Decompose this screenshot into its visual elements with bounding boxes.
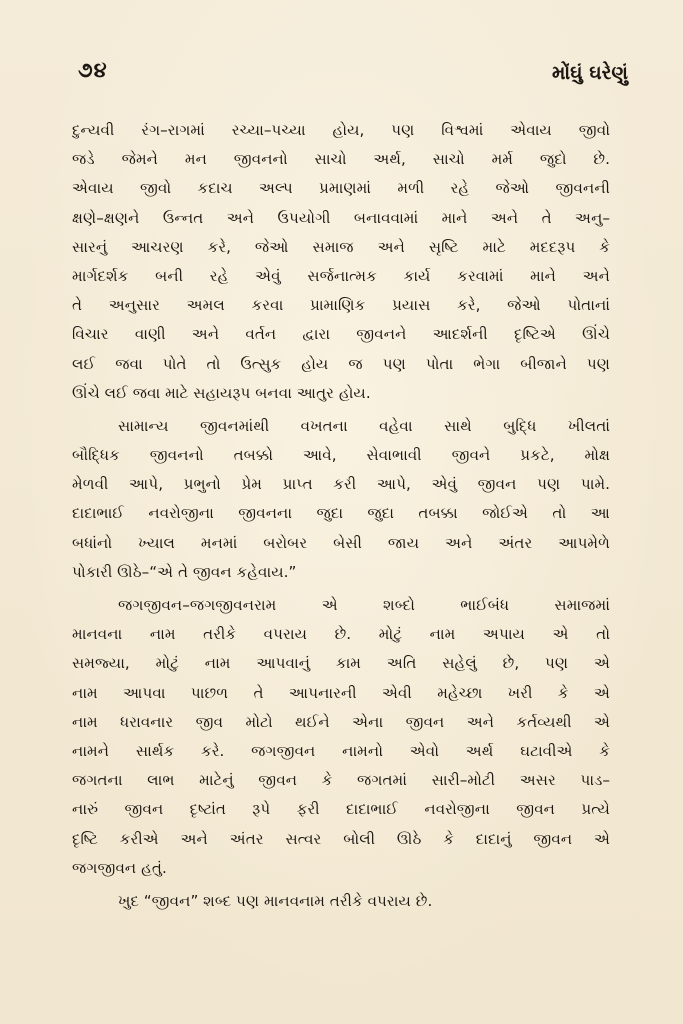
text-line: જગતના લાભ માટેનું જીવન કે જગતમાં સારી–મોટી અસર પાડ– (72, 771, 610, 790)
text-line: દાદાભાઈ નવરોજીના જીવનના જુદા જુદા તબક્કા જોઈએ તો આ (72, 504, 610, 523)
text-line: નામ ધરાવનાર જીવ મોટો થઈને એના જીવન અને કર્તવ્યથી એ (72, 712, 610, 731)
text-line: બધાંનો ખ્યાલ મનમાં બરોબર બેસી જાય અને અંતર આપમેળે (72, 533, 610, 552)
text-line: દૃષ્ટિ કરીએ અને અંતર સત્વર બોલી ઊઠે કે દાદાનું જીવન એ (72, 829, 610, 848)
text-line: તે અનુસાર અમલ કરવા પ્રામાણિક પ્રયાસ કરે, જેઓ પોતાનાં (72, 296, 610, 315)
text-line: ખુદ “જીવન” શબ્દ પણ માનવનામ તરીકે વપરાય છે. (118, 891, 433, 910)
page-number: ૭૪ (78, 58, 108, 82)
text-line: માર્ગદર્શક બની રહે એવું સર્જનાત્મક કાર્ય કરવામાં માને અને (72, 266, 610, 285)
text-line: સમજ્યા, મોટું નામ આપવાનું કામ અતિ સહેલું છે, પણ એ (72, 654, 610, 673)
text-line: એવાય જીવો કદાચ અલ્પ પ્રમાણમાં મળી રહે જેઓ જીવનની (72, 179, 610, 198)
text-line: જગજીવન હતું. (72, 858, 167, 877)
text-line: સારનું આચરણ કરે, જેઓ સમાજ અને સૃષ્ટિ માટે મદદરૂપ કે (72, 237, 610, 256)
text-line: સામાન્ય જીવનમાંથી વખતના વહેવા સાથે બુદ્ધિ ખીલતાં (118, 416, 610, 435)
page-header (78, 58, 628, 98)
text-line: વિચાર વાણી અને વર્તન દ્વારા જીવનને આદર્શની દૃષ્ટિએ ઊંચે (72, 325, 610, 344)
body-text (72, 116, 610, 916)
text-line: દુન્યવી રંગ–રાગમાં રચ્યા–પચ્યા હોય, પણ વિશ્વમાં એવાય જીવો (72, 121, 610, 139)
text-line: માનવના નામ તરીકે વપરાય છે. મોટું નામ અપાય એ તો (72, 625, 610, 644)
running-title: મોંઘું ઘરેણું (552, 62, 628, 84)
text-line: ઊંચે લઈ જવા માટે સહાયરૂપ બનવા આતુર હોય. (72, 383, 371, 402)
text-line: મેળવી આપે, પ્રભુનો પ્રેમ પ્રાપ્ત કરી આપે, એવું જીવન પણ પામે. (72, 475, 610, 494)
text-line: પોકારી ઊઠે–“એ તે જીવન કહેવાય.” (72, 562, 297, 581)
text-line: બૌદ્ધિક જીવનનો તબક્કો આવે, સેવાભાવી જીવને પ્રકટે, મોક્ષ (72, 446, 610, 465)
text-line: જગજીવન–જગજીવનરામ એ શબ્દો ભાઈબંધ સમાજમાં (118, 596, 610, 614)
text-line: નામ આપવા પાછળ તે આપનારની એવી મહેચ્છા ખરી કે એ (72, 683, 610, 702)
text-line: જડે જેમને મન જીવનનો સાચો અર્થ, સાચો મર્મ જુદો છે. (72, 150, 610, 169)
text-line: લઈ જવા પોતે તો ઉત્સુક હોય જ પણ પોતા ભેગા બીજાને પણ (72, 354, 610, 373)
text-line: નામને સાર્થક કરે. જગજીવન નામનો એવો અર્થ ઘટાવીએ કે (72, 741, 610, 760)
text-line: નારું જીવન દૃષ્ટાંત રૂપે ફરી દાદાભાઈ નવરોજીના જીવન પ્રત્યે (72, 800, 610, 819)
text-line: ક્ષણે–ક્ષણને ઉન્નત અને ઉપયોગી બનાવવામાં માને અને તે અનુ– (72, 208, 610, 227)
